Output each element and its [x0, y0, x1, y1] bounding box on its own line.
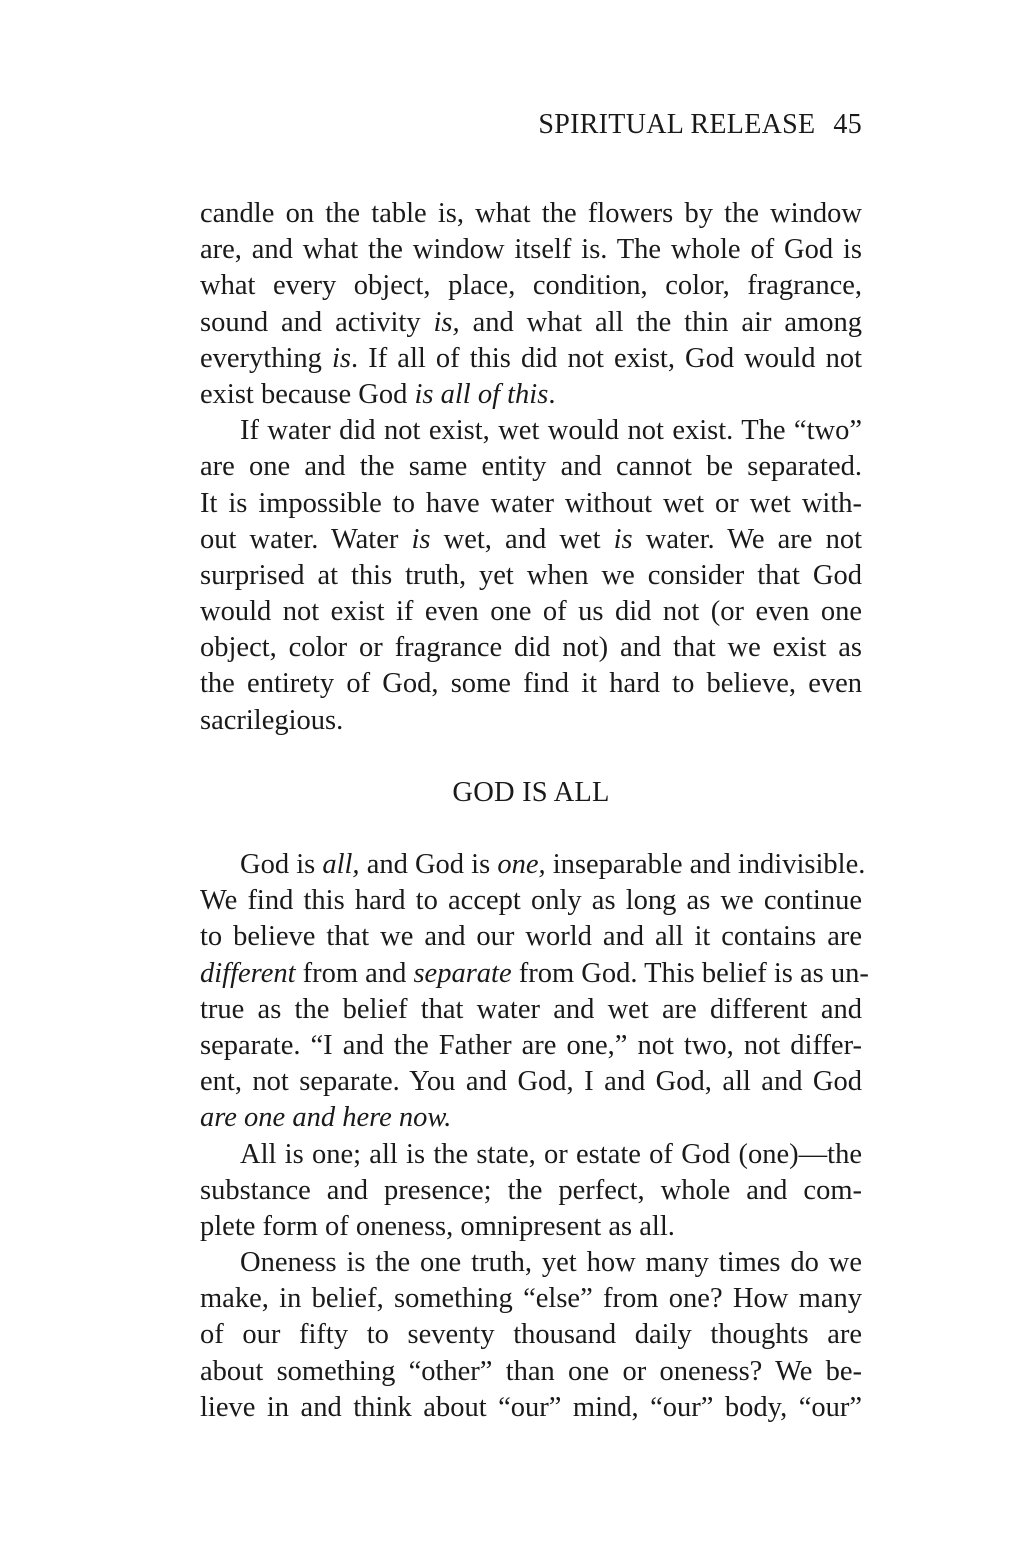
text-line: We find this hard to accept only as long as we continue: [200, 885, 862, 917]
emphasis: is,: [433, 306, 460, 338]
section-heading: GOD IS ALL: [452, 776, 610, 808]
text-line: If water did not exist, wet would not exist. The “two”: [240, 415, 862, 447]
text-line: everything is. If all of this did not exist, God would not: [200, 342, 862, 374]
text-line: make, in belief, something “else” from one? How many: [200, 1283, 862, 1315]
text-line: are, and what the window itself is. The whole of God is: [200, 234, 862, 266]
text-line: candle on the table is, what the flowers by the window: [200, 198, 862, 229]
text-line: to believe that we and our world and all it contains are: [200, 921, 862, 953]
paragraph-5: [200, 1245, 862, 1426]
text-line: what every object, place, condition, color, fragrance,: [200, 270, 862, 302]
emphasis: is: [411, 523, 431, 555]
text-line: of our fifty to seventy thousand daily thoughts are: [200, 1319, 862, 1351]
text-line: God is all, and God is one, inseparable and indivisible.: [240, 849, 866, 880]
emphasis: all,: [322, 849, 360, 880]
text-line: are one and the same entity and cannot be separated.: [200, 451, 862, 483]
paragraph-4: [200, 1137, 862, 1246]
text-line: exist because God is all of this.: [200, 378, 556, 410]
page-number: 45: [833, 109, 862, 140]
text-line: Oneness is the one truth, yet how many times do we: [240, 1247, 862, 1279]
text-line: substance and presence; the perfect, whole and com-: [200, 1174, 862, 1206]
text-line: about something “other” than one or oneness? We be-: [200, 1355, 862, 1387]
text-line: plete form of oneness, omnipresent as all.: [200, 1210, 675, 1242]
text-line: It is impossible to have water without wet or wet with-: [200, 487, 862, 519]
text-line: true as the belief that water and wet are different and: [200, 993, 862, 1025]
body-text: [200, 196, 869, 1426]
text-line: [200, 1100, 862, 1136]
text-line: separate. “I and the Father are one,” not two, not differ-: [200, 1029, 862, 1061]
text-line: the entirety of God, some find it hard to believe, even: [200, 668, 862, 700]
running-head-title: SPIRITUAL RELEASE: [538, 109, 816, 140]
text-line: different from and separate from God. This belief is as un-: [200, 957, 869, 989]
text-line: out water. Water is wet, and wet is water. We are not: [200, 523, 862, 555]
emphasis: different: [200, 957, 296, 989]
text-line: sound and activity is, and what all the thin air among: [200, 306, 862, 338]
emphasis: is: [613, 523, 633, 555]
text-line: would not exist if even one of us did not (or even one: [200, 596, 862, 628]
emphasis: is all of this: [414, 378, 549, 410]
running-head: [538, 108, 862, 142]
text-line: All is one; all is the state, or estate of God (one)—the: [240, 1138, 862, 1170]
text-line: surprised at this truth, yet when we consider that God: [200, 559, 862, 591]
text-line: ent, not separate. You and God, I and God, all and God: [200, 1066, 862, 1098]
emphasis: are one and here now.: [200, 1102, 452, 1134]
paragraph-3: [200, 847, 869, 1137]
text-line: object, color or fragrance did not) and that we exist as: [200, 632, 862, 664]
emphasis: one,: [497, 849, 546, 880]
paragraph-2: [200, 413, 862, 739]
text-line: lieve in and think about “our” mind, “our” body, “our”: [200, 1391, 862, 1423]
text-line: sacrilegious.: [200, 704, 344, 736]
paragraph-1: [200, 196, 862, 413]
emphasis: separate: [413, 957, 512, 989]
emphasis: is: [331, 342, 351, 374]
